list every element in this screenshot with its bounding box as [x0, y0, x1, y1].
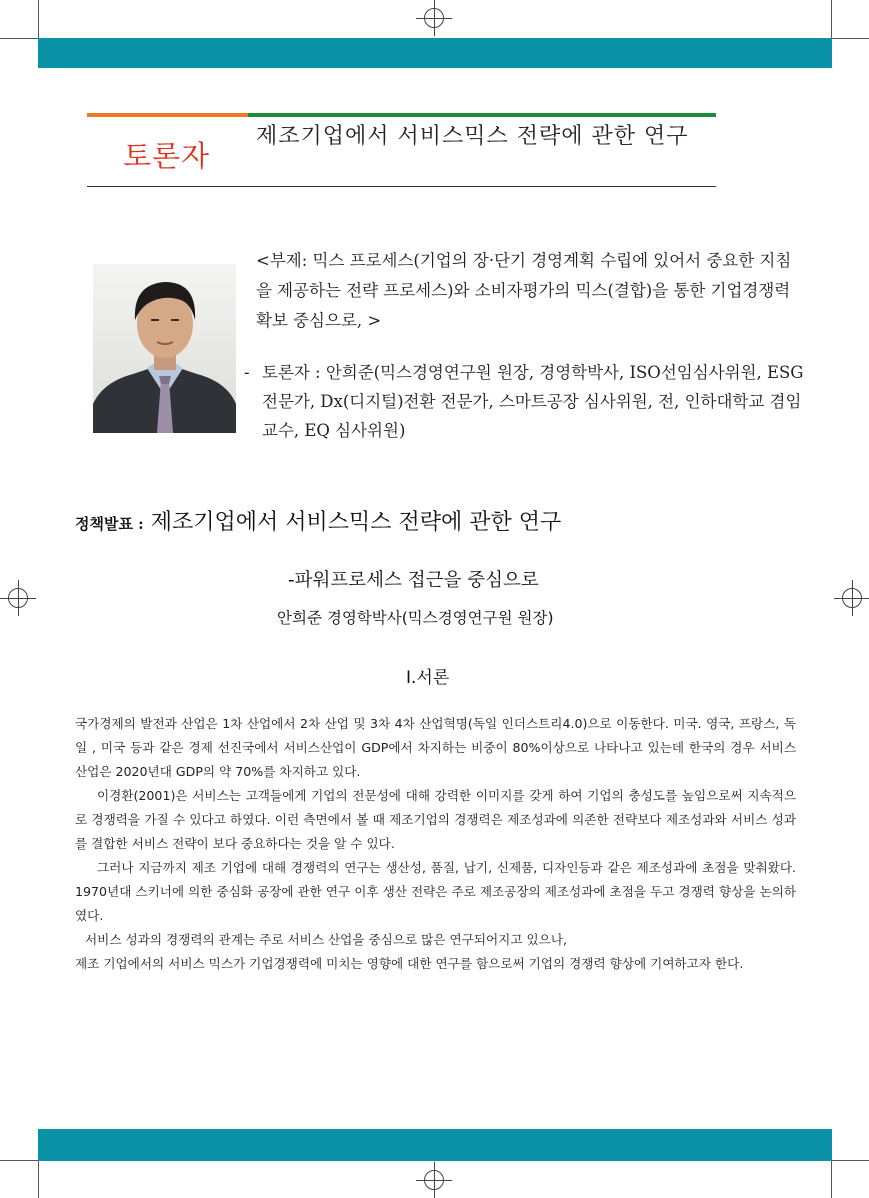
discussion-title: 제조기업에서 서비스믹스 전략에 관한 연구 [256, 124, 689, 149]
paragraph: 이경환(2001)은 서비스는 고객들에게 기업의 전문성에 대해 강력한 이미지를 갖게 하여 기업의 충성도를 높임으로써 지속적으로 경쟁력을 가질 수 있다고 하였다. 이런 측면에서 볼 때 제조기업의 경쟁력은 제조성과에 의존한 전략보다 제조성과와 서비스 성과를 결합한 서비스 전략이 보다 중요하다는 것을 알 수 있다. [75, 788, 796, 851]
discussant-label: 토론자 [123, 139, 211, 173]
crop-mark [831, 1161, 832, 1198]
registration-mark-icon [8, 588, 28, 608]
discussant-bio [244, 358, 817, 445]
crop-mark [832, 1160, 869, 1161]
section-heading: Ⅰ.서론 [406, 668, 450, 688]
registration-mark-icon [424, 8, 444, 28]
top-color-band [38, 38, 832, 68]
title-accent-green [248, 113, 716, 117]
crop-mark [831, 0, 832, 38]
title-accent-orange [87, 113, 248, 117]
crop-mark [38, 0, 39, 38]
paragraph: 국가경제의 발전과 산업은 1차 산업에서 2차 산업 및 3차 4차 산업혁명(독일 인더스트리4.0)으로 이동한다. 미국. 영국, 프랑스, 독일 , 미국 등과 같은 경제 선진국에서 서비스산업이 GDP에서 차지하는 비중이 80%이상으로 나타나고 있는데 한국의 경우 서비스 산업은 2020년대 GDP의 약 70%를 차지하고 있다. [75, 716, 796, 779]
paragraph: 제조 기업에서의 서비스 믹스가 기업경쟁력에 미치는 영향에 대한 연구를 함으로써 기업의 경쟁력 향상에 기여하고자 한다. [75, 956, 744, 971]
bio-dash: - [244, 363, 250, 382]
bio-text: 토론자 : 안희준(믹스경영연구원 원장, 경영학박사, ISO선임심사위원, ESG전문가, Dx(디지털)전환 전문가, 스마트공장 심사위원, 전, 인하대학교 겸임교수, EQ 심사위원) [262, 363, 804, 440]
presentation-heading [75, 505, 561, 536]
bottom-color-band [38, 1129, 832, 1161]
presentation-title: 제조기업에서 서비스믹스 전략에 관한 연구 [150, 510, 562, 535]
presentation-subtitle: -파워프로세스 접근을 중심으로 [288, 570, 539, 591]
discussion-subtitle: <부제: 믹스 프로세스(기업의 장·단기 경영계획 수립에 있어서 중요한 지침을 제공하는 전략 프로세스)와 소비자평가의 믹스(결합)을 통한 기업경쟁력 확보 중심으로, > [256, 251, 792, 330]
registration-mark-icon [842, 588, 862, 608]
crop-mark [0, 38, 38, 39]
crop-mark [832, 38, 869, 39]
presentation-label: 정책발표 : [75, 515, 144, 533]
title-divider [87, 186, 716, 187]
crop-mark [38, 1161, 39, 1198]
crop-mark [0, 1160, 38, 1161]
discussant-photo [93, 264, 236, 433]
paragraph: 서비스 성과의 경쟁력의 관계는 주로 서비스 산업을 중심으로 많은 연구되어지고 있으나, [85, 932, 567, 947]
registration-mark-icon [424, 1170, 444, 1190]
presentation-author: 안희준 경영학박사(믹스경영연구원 원장) [277, 609, 554, 627]
body-text [75, 712, 796, 976]
paragraph: 그러나 지금까지 제조 기업에 대해 경쟁력의 연구는 생산성, 품질, 납기, 신제품, 디자인등과 같은 제조성과에 초점을 맞춰왔다. 1970년대 스키너에 의한 중심화 공장에 관한 연구 이후 생산 전략은 주로 제조공장의 제조성과에 초점을 두고 경쟁력 향상을 논의하였다. [75, 860, 796, 923]
